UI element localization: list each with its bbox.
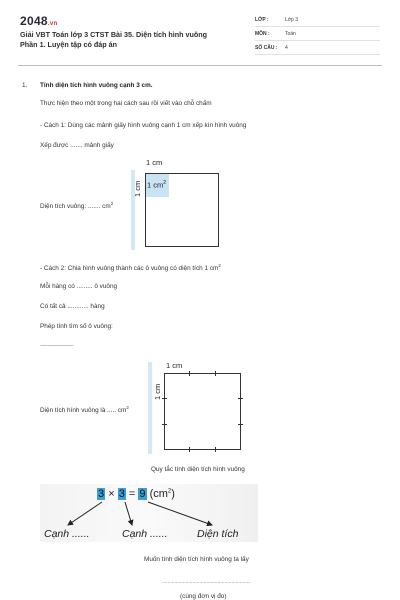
figure-1-top-label: 1 cm <box>146 158 163 167</box>
fill-count-text: Xếp được ....... mảnh giấy <box>40 142 114 149</box>
logo-text: 2048 <box>20 14 48 28</box>
formula-unit: $(cm^2)$ <box>149 488 175 500</box>
question-number: 1. <box>22 82 28 89</box>
label-side-2: Cạnh ...... <box>122 528 168 540</box>
meta-subject <box>255 30 380 41</box>
figure-2-accent-bar <box>148 362 152 454</box>
tick-mark <box>215 371 216 376</box>
document-title <box>20 30 240 49</box>
meta-question-count <box>255 44 380 55</box>
meta-class-label: LỚP : <box>255 17 269 23</box>
tick-mark <box>162 398 167 399</box>
unit-cell-label: 1 $cm^2$ <box>147 180 167 190</box>
label-side-1: Cạnh ...... <box>44 528 90 540</box>
formula-equals: = <box>128 488 136 500</box>
meta-subject-label: MÔN : <box>255 31 270 37</box>
method-2-text: - Cách 2: Chia hình vuông thành các ô vuông có diện tích 1 $cm^2$ <box>40 263 221 273</box>
label-area: Diện tích <box>197 528 239 540</box>
title-line-2: Phần 1. Luyện tập có đáp án <box>20 39 118 49</box>
unit-note: (cùng đơn vị đo) <box>180 593 227 600</box>
meta-count-value: 4 <box>285 45 288 51</box>
figure-2-top-label: 1 cm <box>166 361 183 370</box>
calc-label-text: Phép tính tìm số ô vuông: <box>40 323 113 330</box>
meta-subject-value: Toán <box>285 31 296 37</box>
logo-suffix: .vn <box>47 21 58 27</box>
figure-2-square <box>164 373 241 450</box>
total-rows-text: Có tất cả ............ hàng <box>40 303 105 310</box>
tick-mark <box>215 447 216 452</box>
title-line-1: Giải VBT Toán lớp 3 CTST Bài 35. Diện tích hình vuông <box>20 30 208 39</box>
figure-1-side-label: 1 cm <box>133 180 142 197</box>
header-divider <box>18 65 382 66</box>
tick-mark <box>238 424 243 425</box>
meta-class <box>255 16 380 27</box>
formula-times: × <box>108 488 115 500</box>
site-logo[interactable] <box>20 14 57 28</box>
rule-text: Muốn tính diện tích hình vuông ta lấy <box>144 556 249 563</box>
tick-mark <box>189 447 190 452</box>
formula-side-b: 3 <box>118 488 125 500</box>
instruction-text: Thực hiện theo một trong hai cách sau rồi viết vào chỗ chấm <box>40 100 212 107</box>
question-title: Tính diện tích hình vuông cạnh 3 cm. <box>40 82 153 89</box>
meta-count-label: SỐ CÂU : <box>255 45 278 51</box>
formula-result: 9 <box>139 488 146 500</box>
figure-2-side-label: 1 cm <box>153 383 162 400</box>
meta-class-value: Lớp 3 <box>285 17 299 23</box>
formula-side-a: 3 <box>98 488 105 500</box>
rule-caption: Quy tắc tính diện tích hình vuông <box>151 466 245 473</box>
tick-mark <box>238 398 243 399</box>
method-1-text: - Cách 1: Dùng các mảnh giấy hình vuông cạnh 1 cm xếp kín hình vuông <box>40 122 247 129</box>
row-count-text: Mỗi hàng có ......... ô vuông <box>40 283 118 290</box>
tick-mark <box>189 371 190 376</box>
rule-answer-blank: ................................................................ <box>162 579 251 585</box>
area-1-text: Diện tích vuông: ....... $cm^2$ <box>40 201 114 211</box>
answer-blank-line: ------------------------------- <box>40 343 74 349</box>
tick-mark <box>162 424 167 425</box>
area-2-text: Diện tích hình vuông là ..... $cm^2$ <box>40 405 129 415</box>
